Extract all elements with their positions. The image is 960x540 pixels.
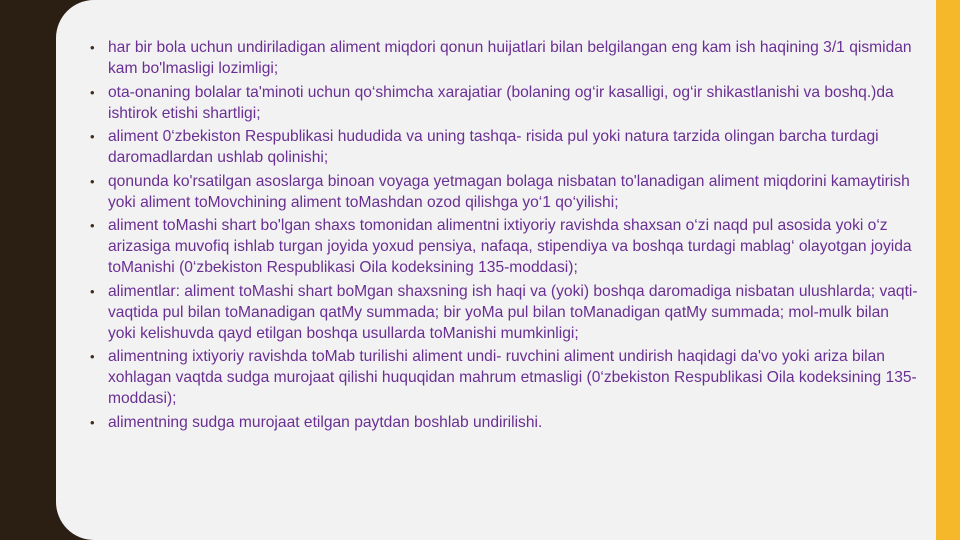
bullet-item xyxy=(90,126,918,168)
bullet-marker-icon: • xyxy=(90,129,95,144)
bullet-marker-icon: • xyxy=(90,349,95,364)
bullet-text: alimentlar: aliment toMashi shart boMgan shaxsning ish haqi va (yoki) boshqa daromadiga nisbatan ulushlarda; vaqti-vaqtida pul bilan toManadigan qatMy summada; bir yoMa pul bilan toManadigan qatMy summada; mol-mulk bilan yoki kelishuvda qayd etilgan boshqa usullarda toManishi mumkinligi; xyxy=(108,282,918,342)
bullet-item xyxy=(90,37,918,79)
bullet-marker-icon: • xyxy=(90,173,95,189)
bullet-marker-icon: • xyxy=(90,218,95,233)
bullet-text: alimentning sudga murojaat etilgan paytdan boshlab undirilishi. xyxy=(108,413,543,431)
bullet-item xyxy=(90,82,918,124)
bullet-text: ota-onaning bolalar ta'minoti uchun qo‘shimcha xarajatiar (bolaning og‘ir kasalligi, og‘ir shikastlanishi va boshq.)da ishtirok etishi shartligi; xyxy=(108,83,894,122)
bullet-text: aliment 0‘zbekiston Respublikasi hududida va uning tashqa- risida pul yoki natura tarzida olingan barcha turdagi daromadlardan ushlab qolinishi; xyxy=(108,128,879,166)
right-accent-bar xyxy=(936,0,960,540)
bullet-item xyxy=(90,412,918,433)
bullet-text: har bir bola uchun undiriladigan aliment miqdori qonun huijatlari bilan belgilangan eng kam ish haqining 3/1 qismidan kam bo'lmasligi lozimligi; xyxy=(108,39,912,77)
bullet-list xyxy=(90,37,918,435)
bullet-item xyxy=(90,281,918,344)
bullet-text: qonunda ko'rsatilgan asoslarga binoan voyaga yetmagan bolaga nisbatan to'lanadigan aliment miqdorini kamaytirish yoki aliment toMovchining aliment toMashdan ozod qilishga yo‘1 qo‘yilishi; xyxy=(108,172,910,211)
bullet-marker-icon: • xyxy=(90,40,95,55)
bullet-item xyxy=(90,215,918,278)
bullet-text: aliment toMashi shart bo'lgan shaxs tomonidan alimentni ixtiyoriy ravishda shaxsan o‘zi naqd pul asosida yoki o‘z arizasiga muvofiq ishlab turgan joyida yoxud pensiya, nafaqa, stipendiya va boshqa turdagi mablag‘ olayotgan joyida toManishi (0‘zbekiston Respublikasi Oila kodeksining 135-moddasi); xyxy=(108,217,912,276)
bullet-text: alimentning ixtiyoriy ravishda toMab turilishi aliment undi- ruvchini aliment undirish haqidagi da'vo yoki ariza bilan xohlagan vaqtda sudga murojaat qilishi huquqidan mahrum etmasligi (0‘zbekiston Respublikasi Oila kodeksining 135-moddasi); xyxy=(108,348,917,407)
bullet-marker-icon: • xyxy=(90,283,95,299)
bullet-item xyxy=(90,346,918,409)
bullet-marker-icon: • xyxy=(90,84,95,100)
bullet-marker-icon: • xyxy=(90,414,95,430)
bullet-item xyxy=(90,171,918,213)
